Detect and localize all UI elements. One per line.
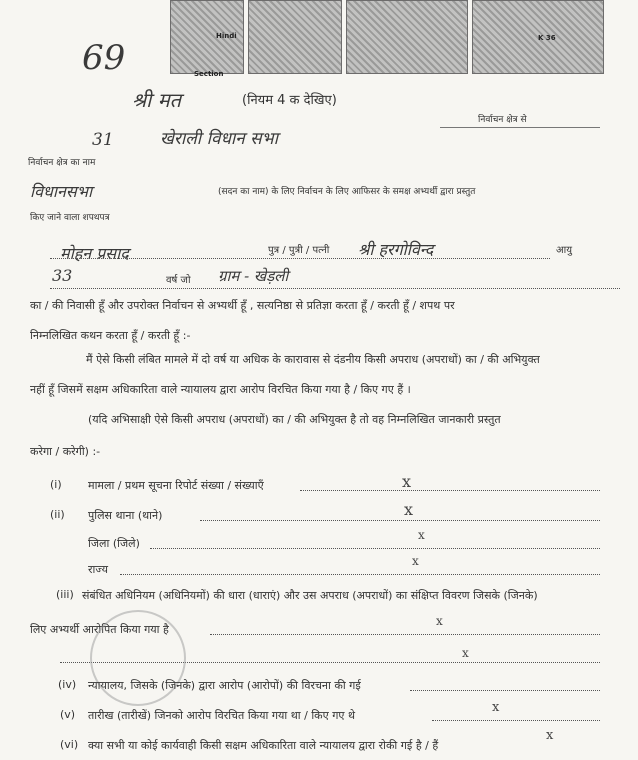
hand-number: 69 (82, 38, 126, 78)
cross-mark-6: x (462, 646, 469, 660)
affidavit-label: किए जाने वाला शपथपत्र (30, 213, 110, 223)
cross-mark-5: x (436, 614, 443, 628)
candidate-hand: मोहन प्रसाद (60, 244, 129, 263)
father-hand: श्री हरगोविन्द (358, 240, 434, 259)
cross-mark-7: x (492, 700, 500, 715)
item-vi-number: (vi) (60, 738, 79, 751)
item-v-text: तारीख (तारीखें) जिनको आरोप विरचित किया गया था / किए गए थे (88, 709, 356, 722)
item-v-number: (v) (60, 708, 76, 721)
item-iii-line2: लिए अभ्यर्थी आरोपित किया गया है (30, 623, 169, 636)
stamp-label-1: Hindi (216, 32, 237, 40)
hand-name: श्री मत (132, 88, 182, 112)
stamp-2 (248, 0, 342, 74)
para1-line1: मैं ऐसे किसी लंबित मामले में दो वर्ष या अधिक के कारावास से दंडनीय किसी अपराध (अपराधों) का / की अभियुक्त (86, 353, 540, 366)
item-district: जिला (जिले) (88, 537, 140, 550)
item-vi-text: क्या सभी या कोई कार्यवाही किसी सक्षम अधिकारिता वाले न्यायालय द्वारा रोकी गई है / हैं (88, 739, 439, 752)
item-iii-line1: संबंधित अधिनियम (अधिनियमों) की धारा (धाराएं) और उस अपराध (अपराधों) का संक्षिप्त विवरण जिसके (जिनके) (82, 589, 538, 602)
statement-text: निम्नलिखित कथन करता हूँ / करती हूँ :- (30, 329, 191, 342)
hand-constituency-no: 31 (92, 130, 114, 150)
rule-reference: (नियम 4 क देखिए) (242, 93, 337, 108)
age-label: आयु (556, 245, 573, 256)
address-hand: ग्राम - खेड़ली (218, 267, 289, 285)
item-iv-text: न्यायालय, जिसके (जिनके) द्वारा आरोप (आरोपों) की विरचना की गई (88, 679, 361, 692)
item-i-number: (i) (50, 478, 62, 491)
resident-text: का / की निवासी हूँ और उपरोक्त निर्वाचन से अभ्यर्थी हूँ , सत्यनिष्ठा से प्रतिज्ञा करता हूँ / करती हूँ / शपथ पर (30, 299, 455, 312)
item-ii-number: (ii) (50, 508, 65, 521)
item-iii-number: (iii) (56, 588, 74, 601)
cross-mark-8: x (546, 728, 554, 743)
para2-line1: (यदि अभिसाक्षी ऐसे किसी अपराध (अपराधों) का / की अभियुक्त है तो वह निम्नलिखित जानकारी प्रस्तुत (88, 413, 501, 426)
item-i-text: मामला / प्रथम सूचना रिपोर्ट संख्या / संख्याएँ (88, 479, 264, 492)
years-label: वर्ष जो (166, 275, 191, 286)
stamp-label-3: K 36 (538, 34, 556, 42)
relation-label: पुत्र / पुत्री / पत्नी (268, 245, 330, 256)
item-ii-text: पुलिस थाना (थाने) (88, 509, 163, 522)
age-hand: 33 (52, 266, 73, 285)
cross-mark-1: x (402, 472, 412, 491)
item-iv-number: (iv) (58, 678, 77, 691)
stamp-label-2: Section (194, 70, 224, 78)
revenue-stamps (150, 0, 620, 80)
para2-line2: करेगा / करेगी) :- (30, 445, 101, 458)
header-right-note: निर्वाचन क्षेत्र से (478, 115, 527, 125)
house-hand: विधानसभा (30, 182, 93, 201)
para1-line2: नहीं हूँ जिसमें सक्षम अधिकारिता वाले न्यायालय द्वारा आरोप विरचित किया गया है / किए गए हैं । (30, 383, 411, 396)
cross-mark-4: x (412, 554, 419, 568)
item-state: राज्य (88, 563, 109, 576)
house-description: (सदन का नाम) के लिए निर्वाचन के लिए आफिसर के समक्ष अभ्यर्थी द्वारा प्रस्तुत (218, 187, 476, 197)
cross-mark-2: x (404, 500, 414, 519)
hand-constituency: खेराली विधान सभा (160, 129, 278, 149)
stamp-3 (346, 0, 468, 74)
cross-mark-3: x (418, 528, 425, 542)
constituency-label: निर्वाचन क्षेत्र का नाम (28, 158, 96, 168)
